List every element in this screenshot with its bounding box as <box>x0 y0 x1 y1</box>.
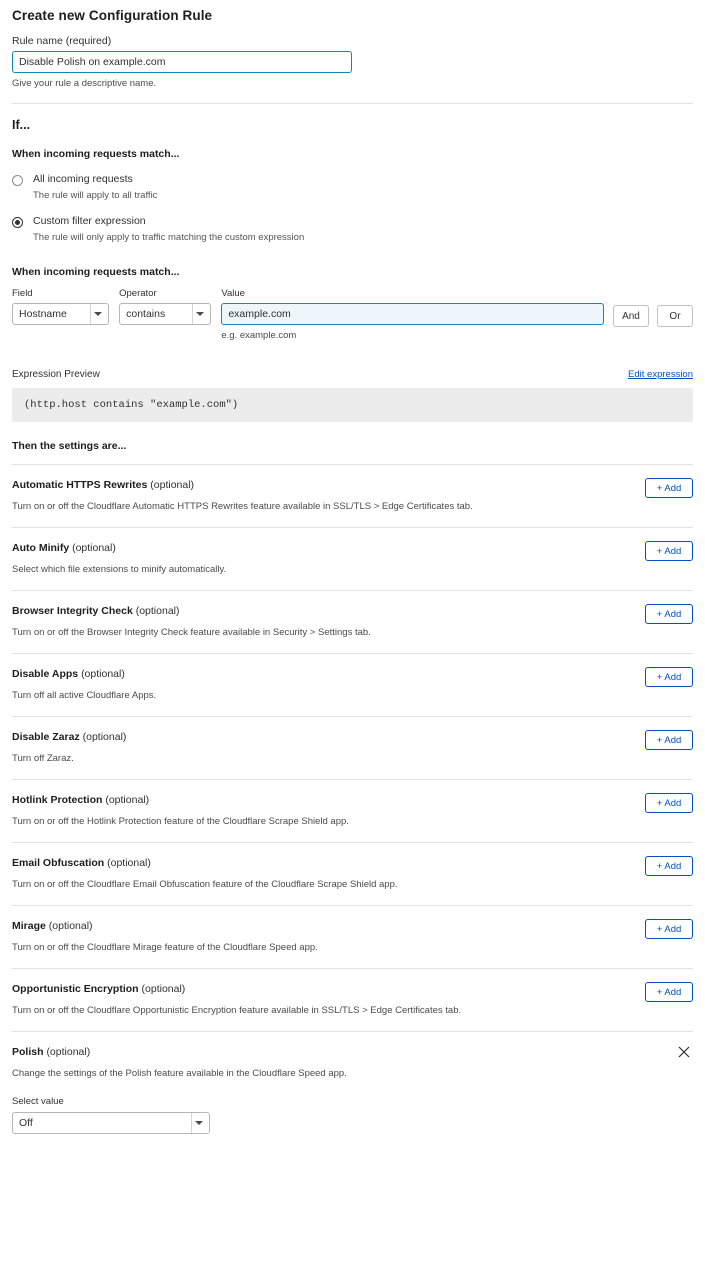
then-settings-heading: Then the settings are... <box>12 440 127 452</box>
radio-all-requests-icon[interactable] <box>12 175 23 186</box>
polish-value-select[interactable] <box>12 1112 210 1134</box>
add-button[interactable]: + Add <box>645 667 693 687</box>
setting-polish <box>12 1031 693 1158</box>
radio-custom-filter-desc: The rule will only apply to traffic matching the custom expression <box>33 232 305 243</box>
radio-custom-filter-icon[interactable] <box>12 217 23 228</box>
setting-automatic-https-rewrites <box>12 464 693 527</box>
setting-name: Disable Zaraz <box>12 731 80 743</box>
polish-select-value-label: Select value <box>12 1096 64 1107</box>
add-button[interactable]: + Add <box>645 982 693 1002</box>
logic-buttons <box>613 305 693 327</box>
expression-preview-box: (http.host contains "example.com") <box>12 388 693 422</box>
operator-column <box>119 288 211 325</box>
setting-optional: (optional) <box>72 542 116 554</box>
add-button[interactable]: + Add <box>645 856 693 876</box>
field-select-value: Hostname <box>19 308 67 320</box>
operator-select-value: contains <box>126 308 166 320</box>
setting-optional: (optional) <box>48 920 93 932</box>
setting-description: Turn on or off the Cloudflare Mirage feature of the Cloudflare Speed app. <box>12 942 318 953</box>
polish-value-select-value: Off <box>19 1117 33 1129</box>
settings-list <box>12 464 693 1158</box>
setting-description: Turn on or off the Cloudflare Email Obfuscation feature of the Cloudflare Scrape Shield app. <box>12 879 398 890</box>
add-button[interactable]: + Add <box>645 604 693 624</box>
setting-optional: (optional) <box>107 857 151 869</box>
setting-optional: (optional) <box>135 605 180 617</box>
setting-description: Turn on or off the Hotlink Protection feature of the Cloudflare Scrape Shield app. <box>12 816 349 827</box>
add-button[interactable]: + Add <box>645 730 693 750</box>
setting-email-obfuscation <box>12 842 693 905</box>
close-icon[interactable] <box>677 1045 691 1059</box>
add-button[interactable]: + Add <box>645 793 693 813</box>
add-button[interactable]: + Add <box>645 478 693 498</box>
expression-preview-label: Expression Preview <box>12 369 100 380</box>
chevron-down-icon <box>195 1121 203 1125</box>
setting-description: Turn on or off the Cloudflare Automatic HTTPS Rewrites feature available in SSL/TLS > Edge Certificates tab. <box>12 501 473 512</box>
add-button[interactable]: + Add <box>645 541 693 561</box>
radio-option-all-requests[interactable] <box>12 173 693 202</box>
setting-optional: (optional) <box>46 1046 91 1058</box>
add-button[interactable]: + Add <box>645 919 693 939</box>
rule-name-help: Give your rule a descriptive name. <box>12 78 157 89</box>
setting-hotlink-protection <box>12 779 693 842</box>
setting-auto-minify <box>12 527 693 590</box>
setting-name: Polish <box>12 1046 44 1058</box>
expression-header <box>12 369 693 380</box>
setting-description: Change the settings of the Polish feature available in the Cloudflare Speed app. <box>12 1068 347 1079</box>
radio-all-requests-desc: The rule will apply to all traffic <box>33 190 158 201</box>
setting-description: Turn on or off the Cloudflare Opportunistic Encryption feature available in SSL/TLS > Edge Certificates tab. <box>12 1005 462 1016</box>
or-button[interactable]: Or <box>657 305 693 327</box>
match-label: When incoming requests match... <box>12 148 180 160</box>
setting-description: Turn on or off the Browser Integrity Check feature available in Security > Settings tab. <box>12 627 371 638</box>
setting-disable-zaraz <box>12 716 693 779</box>
and-button[interactable]: And <box>613 305 649 327</box>
setting-name: Opportunistic Encryption <box>12 983 139 995</box>
if-heading: If... <box>12 118 31 132</box>
setting-name: Auto Minify <box>12 542 70 554</box>
value-column <box>221 288 604 341</box>
setting-description: Turn off all active Cloudflare Apps. <box>12 690 157 701</box>
value-hint: e.g. example.com <box>221 330 297 341</box>
operator-label: Operator <box>119 288 157 299</box>
value-input[interactable] <box>221 303 604 325</box>
setting-name: Email Obfuscation <box>12 857 105 869</box>
setting-name: Hotlink Protection <box>12 794 103 806</box>
setting-mirage <box>12 905 693 968</box>
chevron-down-icon <box>196 312 204 316</box>
setting-description: Select which file extensions to minify automatically. <box>12 564 227 575</box>
rule-name-group <box>12 35 693 89</box>
radio-option-custom-filter[interactable] <box>12 215 693 244</box>
page-title: Create new Configuration Rule <box>12 8 213 23</box>
setting-optional: (optional) <box>150 479 195 491</box>
setting-name: Automatic HTTPS Rewrites <box>12 479 148 491</box>
setting-name: Disable Apps <box>12 668 79 680</box>
setting-optional: (optional) <box>141 983 186 995</box>
value-label: Value <box>221 288 245 299</box>
setting-disable-apps <box>12 653 693 716</box>
setting-name: Browser Integrity Check <box>12 605 133 617</box>
setting-browser-integrity-check <box>12 590 693 653</box>
rule-name-input[interactable] <box>12 51 352 73</box>
field-label: Field <box>12 288 33 299</box>
setting-name: Mirage <box>12 920 46 932</box>
radio-custom-filter-label: Custom filter expression <box>33 215 146 227</box>
setting-optional: (optional) <box>81 668 125 680</box>
setting-description: Turn off Zaraz. <box>12 753 74 764</box>
operator-select[interactable] <box>119 303 211 325</box>
setting-opportunistic-encryption <box>12 968 693 1031</box>
setting-optional: (optional) <box>82 731 127 743</box>
chevron-down-icon <box>94 312 102 316</box>
filter-builder-row <box>12 288 693 341</box>
divider-top <box>12 103 693 104</box>
rule-name-label: Rule name (required) <box>12 35 112 47</box>
configuration-rule-form <box>0 8 705 1158</box>
setting-optional: (optional) <box>105 794 150 806</box>
radio-all-requests-label: All incoming requests <box>33 173 133 185</box>
field-column <box>12 288 109 325</box>
field-select[interactable] <box>12 303 109 325</box>
edit-expression-link[interactable]: Edit expression <box>628 369 693 380</box>
filter-match-label: When incoming requests match... <box>12 266 180 278</box>
